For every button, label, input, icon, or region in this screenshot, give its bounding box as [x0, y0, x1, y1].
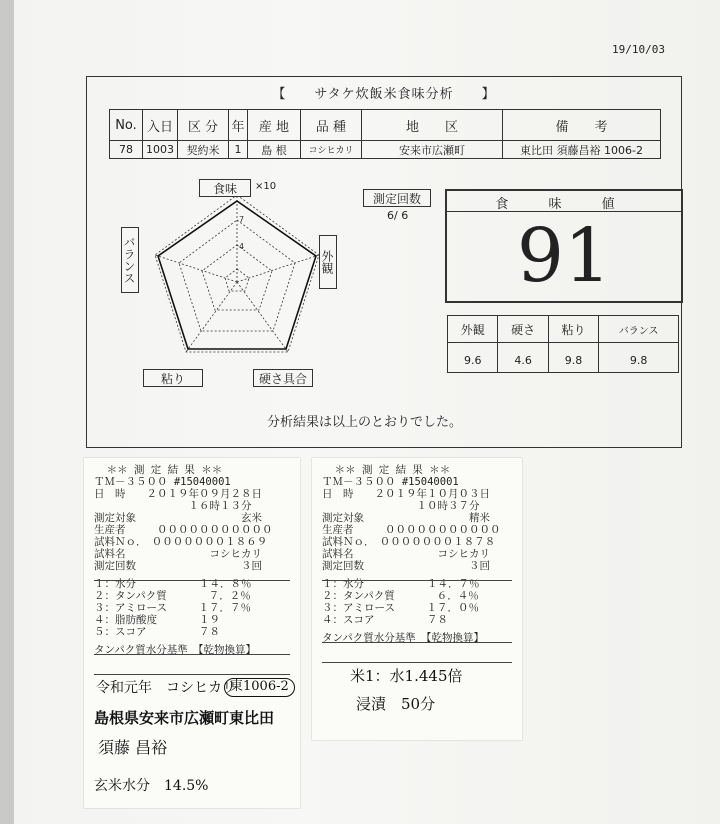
val-district: 安来市広瀬町	[362, 141, 503, 159]
sub-v-balance: 9.8	[599, 343, 679, 373]
info-value-row	[110, 141, 661, 159]
receipt-line: ＴＭ－３５００ #15040001	[94, 476, 231, 488]
receipt1-divider	[94, 654, 290, 655]
radar-tick-7: 7	[239, 215, 245, 224]
receipt-line: ２：タンパク質 ６．４％	[322, 590, 479, 602]
receipt1-divider	[94, 674, 290, 675]
print-date: 19/10/03	[612, 43, 665, 56]
info-table	[109, 109, 661, 159]
receipt-line: 試料名 コシヒカリ	[94, 548, 262, 560]
radar-label-balance: バランス	[121, 227, 139, 293]
score-label: 食 味 値	[447, 193, 681, 212]
receipt-line: １：水分 １４．８％	[94, 578, 252, 590]
receipt-line: ５：スコア ７８	[94, 626, 220, 638]
sub-v-hardness: 4.6	[498, 343, 548, 373]
count-label: 測定回数	[363, 189, 431, 207]
col-date: 入日	[143, 110, 178, 141]
receipt-line: 生産者 ０００００００００００	[94, 524, 273, 536]
col-remarks: 備 考	[503, 110, 661, 141]
receipt-line: タンパク質水分基準 【乾物換算】	[322, 632, 485, 644]
receipt-line: ＴＭ－３５００ #15040001	[322, 476, 459, 488]
val-variety: コシヒカリ	[301, 141, 362, 159]
sub-h-hardness: 硬さ	[498, 316, 548, 343]
receipt2-handwriting-soak: 浸漬 50分	[356, 695, 436, 713]
score-box	[445, 189, 683, 303]
radar-label-stickiness: 粘り	[143, 369, 203, 387]
sub-h-appearance: 外観	[448, 316, 498, 343]
receipt-line: １６時１３分	[94, 500, 252, 512]
receipt2-handwriting-ratio: 米1：水1.445倍	[350, 667, 463, 685]
radar-label-unit: ×10	[255, 181, 277, 192]
info-header-row	[110, 110, 661, 141]
taste-analysis-report	[86, 76, 682, 448]
receipt-line: タンパク質水分基準 【乾物換算】	[94, 644, 257, 656]
val-category: 契約米	[178, 141, 229, 159]
val-no: 78	[110, 141, 143, 159]
col-no: No.	[110, 110, 143, 141]
receipt-line: 日 時 ２０１９年０９月２８日	[94, 488, 262, 500]
col-year: 年	[229, 110, 248, 141]
sub-v-stickiness: 9.8	[548, 343, 598, 373]
count-value: 6/ 6	[387, 209, 409, 222]
receipt-line: ＊＊ 測 定 結 果 ＊＊	[94, 464, 223, 476]
radar-label-taste: 食味	[199, 179, 251, 197]
val-remarks: 東比田 須藤昌裕 1006-2	[503, 141, 661, 159]
col-category: 区 分	[178, 110, 229, 141]
receipt2-divider	[322, 642, 512, 643]
sub-header-row	[448, 316, 679, 343]
radar-chart	[142, 187, 332, 367]
sub-value-row	[448, 343, 679, 373]
receipt-line: 測定対象 玄米	[94, 512, 262, 524]
receipt1-handwriting-line1: 令和元年 コシヒカリ	[96, 680, 236, 696]
receipt-line: 測定対象 精米	[322, 512, 490, 524]
report-footer: 分析結果は以上のとおりでした。	[267, 415, 463, 430]
radar-tick-4: 4	[239, 242, 245, 251]
receipt-line: ３：アミロース １７．０％	[322, 602, 479, 614]
val-origin: 島 根	[248, 141, 301, 159]
receipt-line: 日 時 ２０１９年１０月０３日	[322, 488, 490, 500]
receipt-line: １：水分 １４．７％	[322, 578, 480, 590]
col-origin: 産 地	[248, 110, 301, 141]
receipt1-divider	[94, 580, 290, 581]
receipt-line: 試料名 コシヒカリ	[322, 548, 490, 560]
val-date: 1003	[143, 141, 178, 159]
receipt-line: ＊＊ 測 定 結 果 ＊＊	[322, 464, 451, 476]
receipt1-handwriting-moisture: 玄米水分 14.5%	[94, 778, 209, 794]
receipt-line: ４：スコア ７８	[322, 614, 448, 626]
receipt-line: 生産者 ０００００００００００	[322, 524, 501, 536]
receipt-line: ３：アミロース １７．７％	[94, 602, 251, 614]
receipt-line: 試料Ｎｏ． ０００００００１８６９	[94, 536, 268, 548]
sub-h-stickiness: 粘り	[548, 316, 598, 343]
receipt-line: ２：タンパク質 ７．２％	[94, 590, 251, 602]
radar-label-hardness: 硬さ具合	[253, 369, 313, 387]
receipt2-divider	[322, 662, 512, 663]
receipt-line: 測定回数 ３回	[322, 560, 490, 572]
score-value: 91	[516, 213, 612, 299]
sub-h-balance: バランス	[599, 316, 679, 343]
receipt1-handwriting-name: 須藤 昌裕	[98, 738, 168, 757]
receipt-line: 試料Ｎｏ． ０００００００１８７８	[322, 536, 496, 548]
receipt-line: 測定回数 ３回	[94, 560, 262, 572]
receipt1-handwriting-circled: 東1006-2	[224, 678, 295, 697]
col-variety: 品 種	[301, 110, 362, 141]
report-title: 【 サタケ炊飯米食味分析 】	[272, 87, 496, 102]
receipt2-divider	[322, 580, 512, 581]
receipt1-handwriting-address: 島根県安来市広瀬町東比田	[94, 709, 275, 727]
sub-v-appearance: 9.6	[448, 343, 498, 373]
receipt-brown-rice	[84, 458, 300, 808]
receipt-polished-rice	[312, 458, 522, 740]
col-district: 地 区	[362, 110, 503, 141]
val-year: 1	[229, 141, 248, 159]
receipt-line: １０時３７分	[322, 500, 480, 512]
radar-label-appearance: 外観	[319, 235, 337, 289]
sub-score-table	[447, 315, 679, 373]
receipt-line: ４：脂肪酸度 １９	[94, 614, 220, 626]
